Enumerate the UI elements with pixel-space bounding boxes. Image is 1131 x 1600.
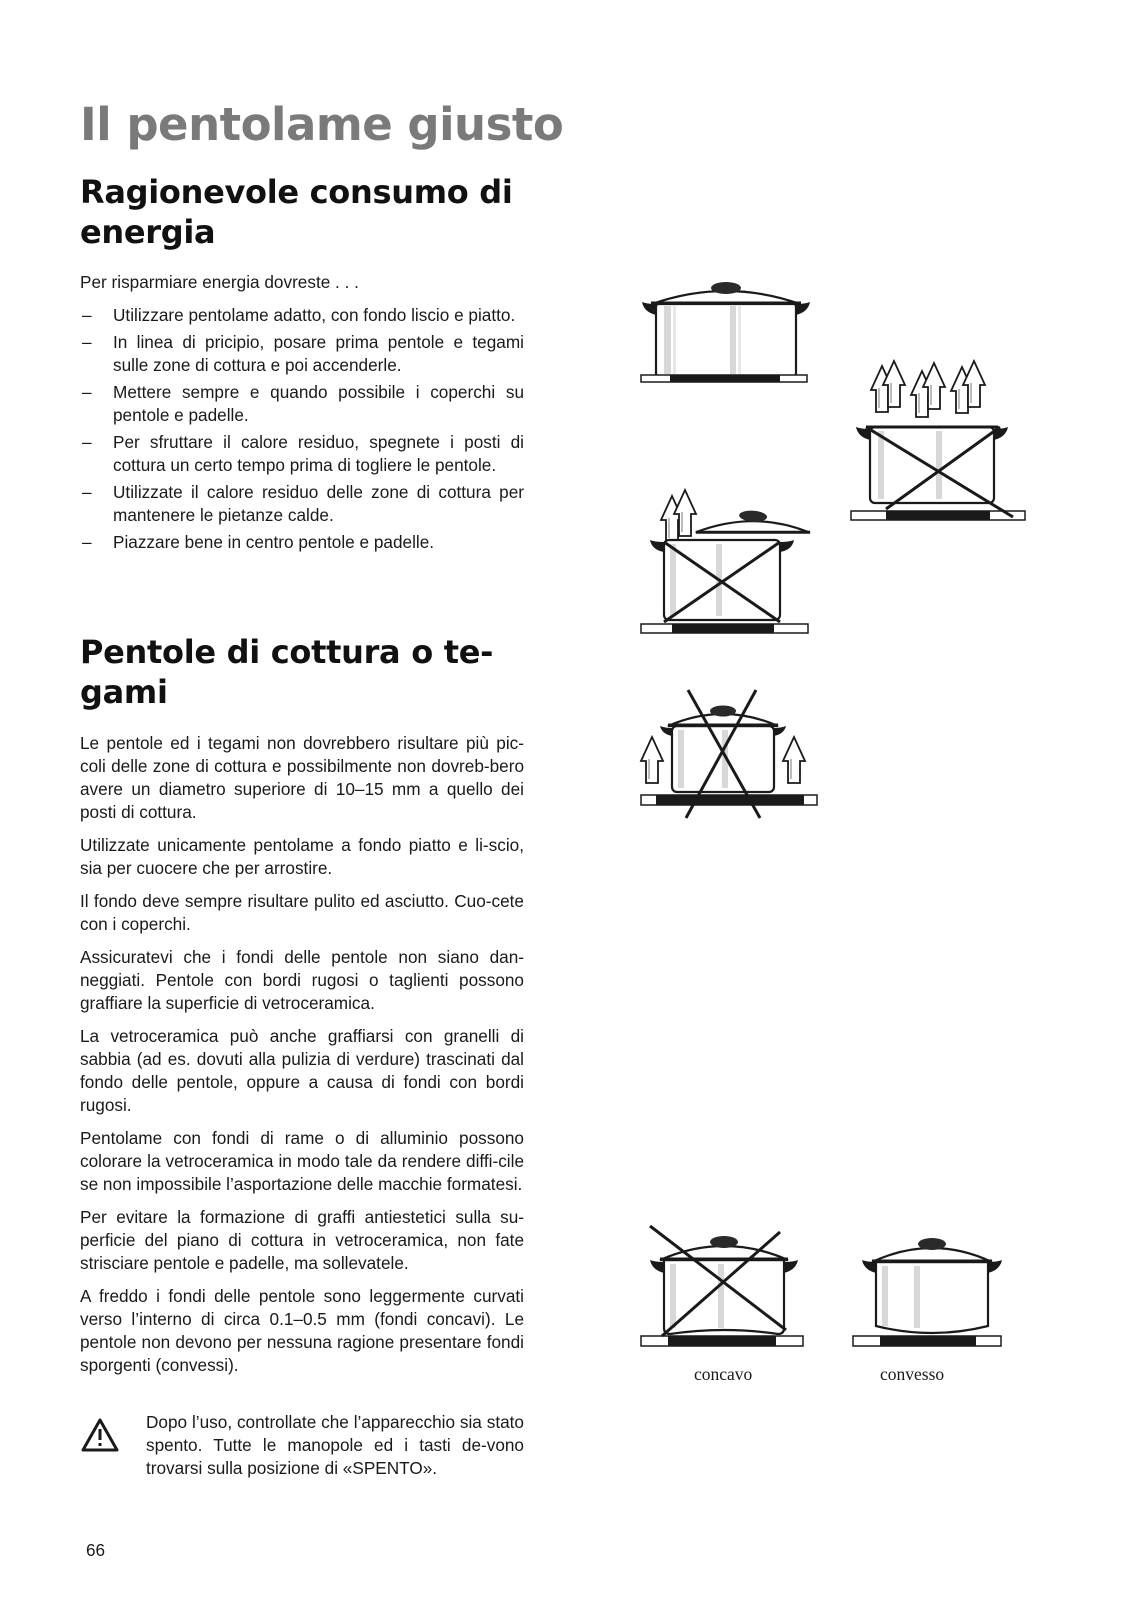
- energy-bullet-list: [80, 304, 524, 554]
- paragraph: La vetroceramica può anche graffiarsi con granelli di sabbia (ad es. dovuti alla pulizia di verdure) trascinati dal fondo delle pentole, oppure a causa di fondi con bordi rugosi.: [80, 1026, 524, 1115]
- list-item: – Per sfruttare il calore residuo, spegnete i posti di cottura un certo tempo prima di togliere le pentole.: [80, 431, 524, 477]
- paragraph: Utilizzate unicamente pentolame a fondo piatto e li-scio, sia per cuocere che per arrostire.: [80, 835, 524, 878]
- caption-concave: concavo: [694, 1364, 753, 1384]
- paragraph: Le pentole ed i tegami non dovrebbero risultare più pic-coli delle zone di cottura e possibilmente non dovreb-bero avere un diametro superiore di 10–15 mm a quello dei posti di cottura.: [80, 733, 524, 822]
- warning-note: [80, 1411, 524, 1481]
- list-item: – Mettere sempre e quando possibile i coperchi su pentole e padelle.: [80, 381, 524, 427]
- caption-convex: convesso: [880, 1364, 945, 1384]
- section-heading-energy: Ragionevole consumo di energia: [80, 173, 513, 251]
- paragraph: Assicuratevi che i fondi delle pentole non siano dan-neggiati. Pentole con bordi rugosi o taglienti possono graffiare la superficie di vetroceramica.: [80, 947, 524, 1013]
- list-item: – In linea di pricipio, posare prima pentole e tegami sulle zone di cottura e poi accenderle.: [80, 331, 524, 377]
- concave-bottom-illustration: [640, 1218, 810, 1368]
- paragraph: Per evitare la formazione di graffi antiestetici sulla su-perficie del piano di cottura in vetroceramica, non fate strisciare pentole e padelle, ma sollevatele.: [80, 1207, 524, 1273]
- list-item: – Utilizzate il calore residuo delle zone di cottura per mantenere le pietanze calde.: [80, 481, 524, 527]
- small-pot-illustration: [640, 688, 825, 823]
- section-heading-pots: Pentole di cottura o te-gami: [80, 633, 494, 711]
- warning-triangle-icon: [80, 1417, 120, 1453]
- pots-section: [80, 732, 524, 1387]
- list-item: – Piazzare bene in centro pentole e padelle.: [80, 531, 524, 554]
- paragraph: Il fondo deve sempre risultare pulito ed asciutto. Cuo-cete con i coperchi.: [80, 891, 524, 934]
- energy-intro: Per risparmiare energia dovreste . . .: [80, 272, 359, 292]
- convex-bottom-illustration: [852, 1218, 1022, 1368]
- paragraph: Pentolame con fondi di rame o di alluminio possono colorare la vetroceramica in modo tale da rendere diffi-cile se non impossibile l’asportazione delle macchie formatesi.: [80, 1128, 524, 1194]
- ill-fitting-lid-illustration: [640, 492, 825, 647]
- no-lid-pot-illustration: [850, 365, 1030, 540]
- correct-pot-illustration: [640, 270, 810, 395]
- paragraph: A freddo i fondi delle pentole sono leggermente curvati verso l’interno di circa 0.1–0.5 mm (fondi concavi). Le pentole non devono per nessuna ragione presentare fondi sporgenti (convessi).: [80, 1286, 524, 1375]
- list-item: – Utilizzare pentolame adatto, con fondo liscio e piatto.: [80, 304, 524, 327]
- energy-section: [80, 271, 524, 558]
- page-number: 66: [86, 1540, 106, 1560]
- page-title: Il pentolame giusto: [80, 98, 564, 151]
- warning-text: Dopo l’uso, controllate che l’apparecchio sia stato spento. Tutte le manopole ed i tasti de-vono trovarsi sulla posizione di «SPENTO».: [146, 1412, 524, 1478]
